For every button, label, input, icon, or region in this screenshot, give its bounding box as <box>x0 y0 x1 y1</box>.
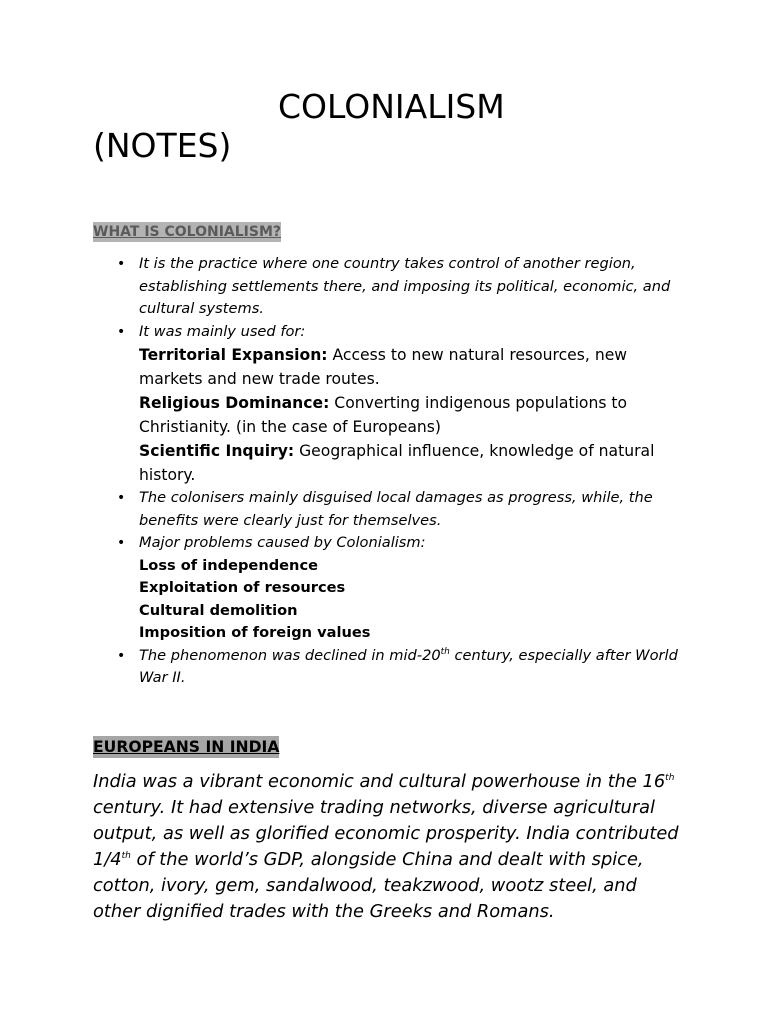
list-item <box>93 253 683 321</box>
bullet-icon: • <box>117 647 126 664</box>
section-heading-what-is-colonialism: WHAT IS COLONIALISM? <box>93 224 282 240</box>
bullet-icon: • <box>117 490 126 506</box>
list-item-text: The colonisers mainly disguised local damages as progress, while, the benefits were clearly just for themselves. <box>139 489 653 529</box>
problem-item: Loss of independence <box>139 556 318 574</box>
section-heading-europeans-in-india: EUROPEANS IN INDIA <box>93 738 280 756</box>
use-text: Geographical influence, knowledge of natural history. <box>139 442 655 484</box>
list-item <box>93 487 683 532</box>
list-item-text: It was mainly used for: <box>139 322 306 340</box>
bullet-icon: • <box>117 256 126 272</box>
use-item <box>93 439 683 487</box>
page-title: COLONIALISM <box>278 87 505 126</box>
colonialism-list <box>93 253 683 690</box>
use-text: Access to new natural resources, new markets and new trade routes. <box>139 346 628 388</box>
use-text: Converting indigenous populations to Christianity. (in the case of Europeans) <box>139 394 628 436</box>
bullet-icon: • <box>117 323 126 340</box>
use-item <box>93 391 683 439</box>
india-paragraph: India was a vibrant economic and cultural powerhouse in the 16th century. It had extensive trading networks, diverse agricultural output, as well as glorified economic prosperity. India contributed 1/4th of the world’s GDP, alongside China and dealt with spice, cotton, ivory, gem, sandalwood, teakzwood, wootz steel, and other dignified trades with the Greeks and Romans. <box>93 771 679 922</box>
use-item <box>93 343 683 391</box>
bullet-icon: • <box>117 535 126 551</box>
list-item <box>93 532 683 555</box>
list-item <box>93 645 683 690</box>
problem-item: Imposition of foreign values <box>139 624 371 641</box>
page-subtitle: (NOTES) <box>93 126 232 165</box>
problem-item: Cultural demolition <box>139 601 298 619</box>
use-label: Religious Dominance: <box>139 394 330 412</box>
use-label: Scientific Inquiry: <box>139 442 295 460</box>
list-item-text: Major problems caused by Colonialism: <box>139 534 426 551</box>
list-item-text: It is the practice where one country takes control of another region, establishing settlements there, and imposing its political, economic, and cultural systems. <box>139 255 671 317</box>
list-item-text: The phenomenon was declined in mid-20th century, especially after World War II. <box>139 646 678 686</box>
problem-item: Exploitation of resources <box>139 579 346 596</box>
list-item <box>93 321 683 344</box>
use-label: Territorial Expansion: <box>139 346 328 364</box>
